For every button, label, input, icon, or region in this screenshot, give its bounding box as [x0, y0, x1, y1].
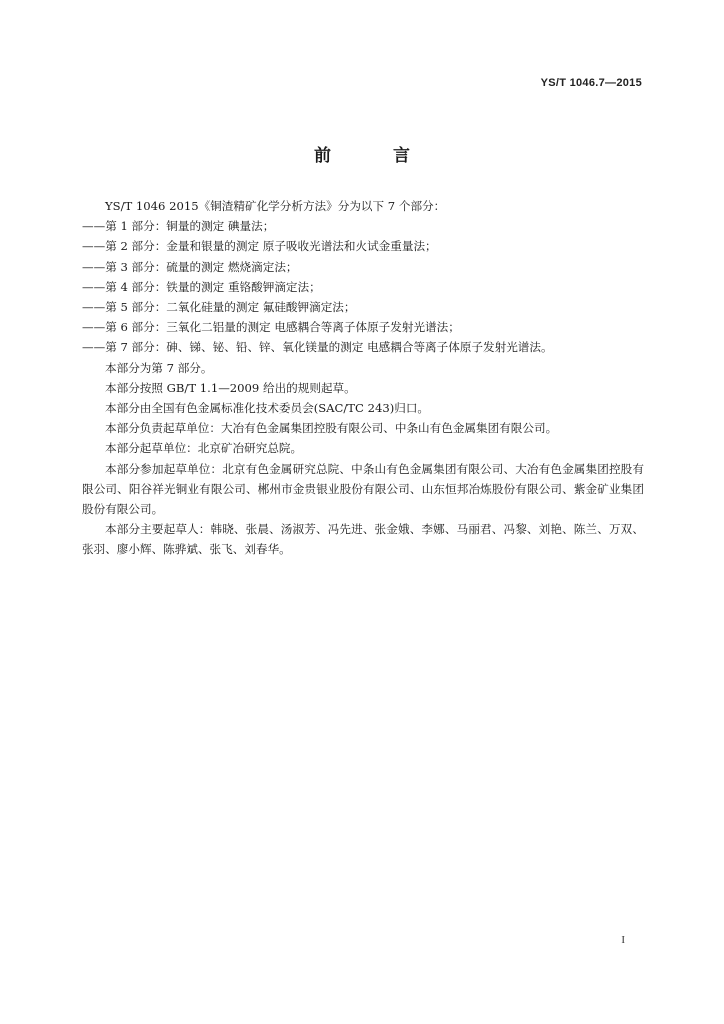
list-item-part-1: ——第 1 部分：铜量的测定 碘量法；	[82, 219, 275, 234]
paragraph-drafting-rules: 本部分按照 GB/T 1.1—2009 给出的规则起草。	[105, 380, 356, 395]
list-item-part-4: ——第 4 部分：铁量的测定 重铬酸钾滴定法；	[82, 279, 321, 294]
list-item-part-7: ——第 7 部分：砷、锑、铋、铅、锌、氧化镁量的测定 电感耦合等离子体原子发射光谱法。	[82, 340, 553, 355]
document-body	[82, 196, 644, 560]
list-item-part-6: ——第 6 部分：三氧化二铝量的测定 电感耦合等离子体原子发射光谱法；	[82, 320, 460, 335]
paragraph-part-number: 本部分为第 7 部分。	[105, 360, 213, 375]
list-item-part-3: ——第 3 部分：硫量的测定 燃烧滴定法；	[82, 259, 298, 274]
paragraph-drafting-unit: 本部分起草单位：北京矿冶研究总院。	[105, 441, 303, 456]
list-item-part-5: ——第 5 部分：二氧化硅量的测定 氟硅酸钾滴定法；	[82, 300, 356, 315]
paragraph-main-drafters: 本部分主要起草人：韩晓、张晨、汤淑芳、冯先进、张金娥、李娜、马丽君、冯黎、刘艳、陈兰、万双、张羽、廖小辉、陈骅斌、张飞、刘春华。	[82, 522, 644, 557]
page-number: I	[621, 934, 625, 946]
intro-paragraph: YS/T 1046 2015《铜渣精矿化学分析方法》分为以下 7 个部分：	[105, 199, 446, 213]
paragraph-responsible-units: 本部分负责起草单位：大冶有色金属集团控股有限公司、中条山有色金属集团有限公司。	[105, 421, 558, 436]
standard-code: YS/T 1046.7—2015	[540, 77, 642, 89]
list-item-part-2: ——第 2 部分：金量和银量的测定 原子吸收光谱法和火试金重量法；	[82, 239, 437, 254]
page-title: 前 言	[314, 146, 438, 166]
paragraph-committee: 本部分由全国有色金属标准化技术委员会(SAC/TC 243)归口。	[105, 401, 430, 416]
paragraph-participating-units: 本部分参加起草单位：北京有色金属研究总院、中条山有色金属集团有限公司、大冶有色金属集团控股有限公司、阳谷祥光铜业有限公司、郴州市金贵银业股份有限公司、山东恒邦冶炼股份有限公司、紫金矿业集团股份有限公司。	[82, 461, 644, 517]
